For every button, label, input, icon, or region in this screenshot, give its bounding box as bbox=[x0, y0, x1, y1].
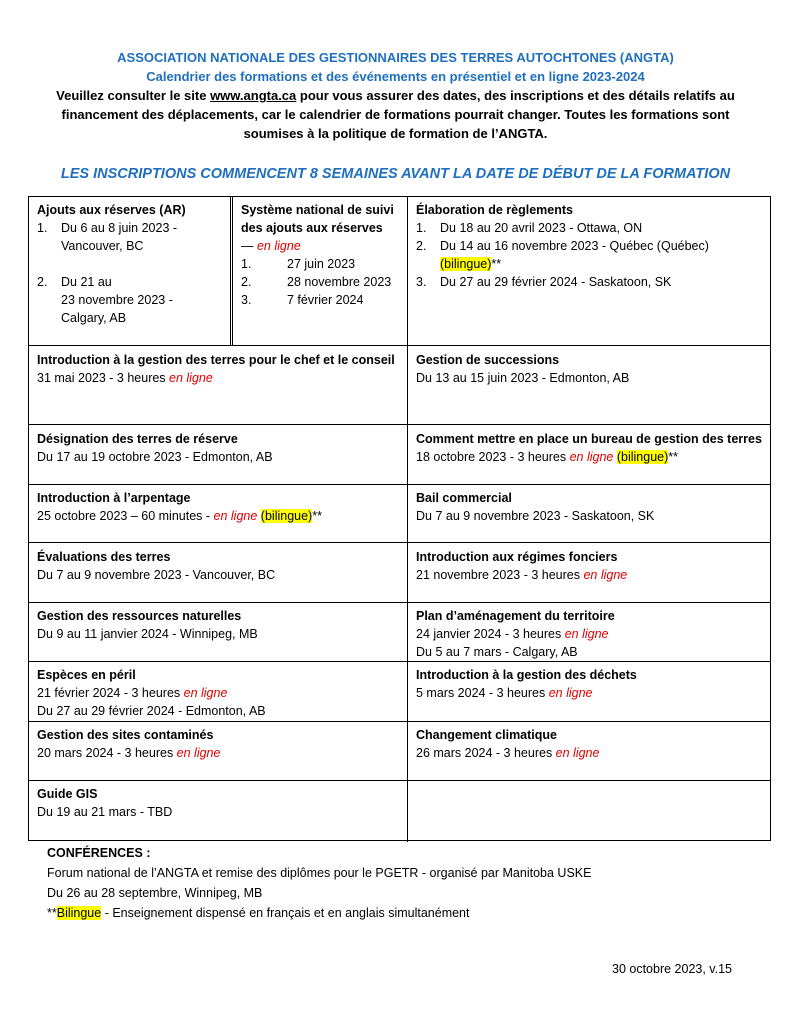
cell-bureau-gestion bbox=[408, 426, 770, 470]
cell-regimes-fonciers bbox=[408, 544, 770, 588]
website-link[interactable]: www.angta.ca bbox=[210, 88, 297, 103]
conference-line: Forum national de l’ANGTA et remise des diplômes pour le PGETR - organisé par Manitoba USKE bbox=[47, 866, 592, 880]
item-text: Du 14 au 16 novembre 2023 - Québec (Québec) bbox=[440, 239, 709, 253]
cell-detail: Du 19 au 21 mars - TBD bbox=[37, 805, 173, 819]
stars-mark: ** bbox=[47, 906, 57, 920]
item-text: Du 27 au 29 février 2024 - Saskatoon, SK bbox=[440, 275, 672, 289]
list-item bbox=[416, 273, 762, 291]
cell-title: Guide GIS bbox=[37, 787, 98, 801]
session-list bbox=[37, 219, 222, 327]
cell-detail: Du 17 au 19 octobre 2023 - Edmonton, AB bbox=[37, 450, 273, 464]
bilingual-tag: (bilingue) bbox=[260, 509, 313, 523]
detail-text: 5 mars 2024 - 3 heures bbox=[416, 686, 549, 700]
bilingual-note bbox=[47, 903, 591, 923]
dash: — bbox=[241, 239, 257, 253]
session-list bbox=[241, 255, 399, 309]
cell-title: Introduction à l’arpentage bbox=[37, 491, 191, 505]
online-tag: en ligne bbox=[183, 686, 228, 700]
cell-empty bbox=[408, 781, 770, 789]
bilingual-word: Bilingue bbox=[56, 906, 102, 920]
cell-sites-contamines bbox=[29, 722, 407, 766]
list-item bbox=[37, 273, 222, 327]
cell-title: Changement climatique bbox=[416, 728, 557, 742]
org-title: ASSOCIATION NATIONALE DES GESTIONNAIRES DES TERRES AUTOCHTONES (ANGTA) bbox=[117, 50, 674, 65]
cell-detail bbox=[37, 684, 399, 702]
row-divider bbox=[29, 345, 770, 346]
online-tag: en ligne bbox=[548, 686, 593, 700]
detail-text: 26 mars 2024 - 3 heures bbox=[416, 746, 556, 760]
detail-text: 21 novembre 2023 - 3 heures bbox=[416, 568, 584, 582]
detail-text: 25 octobre 2023 – 60 minutes - bbox=[37, 509, 214, 523]
cell-title: Introduction aux régimes fonciers bbox=[416, 550, 618, 564]
item-number: 2. bbox=[416, 239, 427, 253]
cell-title: Désignation des terres de réserve bbox=[37, 432, 238, 446]
online-tag: en ligne bbox=[176, 746, 221, 760]
title-line: Système national de suivi bbox=[241, 203, 394, 217]
online-tag: en ligne bbox=[564, 627, 609, 641]
cell-title: Introduction à la gestion des terres pour le chef et le conseil bbox=[37, 353, 395, 367]
cell-detail bbox=[416, 566, 762, 584]
detail-text: 24 janvier 2024 - 3 heures bbox=[416, 627, 565, 641]
cell-detail bbox=[37, 744, 399, 762]
cell-designation-terres bbox=[29, 426, 407, 470]
cell-changement-climatique bbox=[408, 722, 770, 766]
online-tag: en ligne bbox=[256, 239, 301, 253]
stars-mark: ** bbox=[312, 509, 322, 523]
cell-detail: Du 5 au 7 mars - Calgary, AB bbox=[416, 645, 578, 659]
session-list bbox=[416, 219, 762, 291]
cell-detail bbox=[416, 625, 762, 643]
detail-text: 31 mai 2023 - 3 heures bbox=[37, 371, 170, 385]
version-date: 30 octobre 2023, v.15 bbox=[612, 962, 732, 976]
list-item bbox=[241, 255, 399, 273]
cell-title: Évaluations des terres bbox=[37, 550, 171, 564]
online-label bbox=[241, 237, 399, 255]
title-line: des ajouts aux réserves bbox=[241, 221, 383, 235]
conferences-title: CONFÉRENCES : bbox=[47, 846, 151, 860]
stars-mark: ** bbox=[668, 450, 679, 464]
item-text: 27 juin 2023 bbox=[287, 257, 356, 271]
calendar-title: Calendrier des formations et des événements en présentiel et en ligne 2023-2024 bbox=[146, 69, 645, 84]
online-tag: en ligne bbox=[555, 746, 600, 760]
cell-detail bbox=[416, 744, 762, 762]
cell-ajouts-reserves bbox=[29, 197, 230, 331]
item-number: 3. bbox=[416, 275, 427, 289]
cell-title: Plan d’aménagement du territoire bbox=[416, 609, 615, 623]
cell-especes-peril bbox=[29, 662, 407, 724]
cell-detail bbox=[416, 684, 762, 702]
item-line: Du 6 au 8 juin 2023 - bbox=[61, 221, 178, 235]
cell-title: Espèces en péril bbox=[37, 668, 136, 682]
item-text: 7 février 2024 bbox=[287, 293, 364, 307]
note-text: - Enseignement dispensé en français et en anglais simultanément bbox=[101, 906, 470, 920]
cell-title: Élaboration de règlements bbox=[416, 203, 573, 217]
list-item bbox=[241, 291, 399, 309]
row-divider bbox=[29, 424, 770, 425]
list-spacer bbox=[37, 255, 222, 273]
cell-title: Bail commercial bbox=[416, 491, 512, 505]
cell-plan-amenagement bbox=[408, 603, 770, 665]
list-item bbox=[37, 219, 222, 255]
cell-gestion-dechets bbox=[408, 662, 770, 706]
cell-detail: Du 9 au 11 janvier 2024 - Winnipeg, MB bbox=[37, 627, 258, 641]
detail-text: 20 mars 2024 - 3 heures bbox=[37, 746, 177, 760]
item-number: 1. bbox=[37, 221, 48, 235]
list-item bbox=[416, 237, 762, 273]
item-number: 1. bbox=[241, 257, 252, 271]
item-line: 23 novembre 2023 - bbox=[61, 293, 173, 307]
registration-notice: LES INSCRIPTIONS COMMENCENT 8 SEMAINES AVANT LA DATE DE DÉBUT DE LA FORMATION bbox=[60, 166, 731, 182]
conferences-section bbox=[47, 843, 591, 923]
cell-title: Gestion de successions bbox=[416, 353, 560, 367]
stars-mark: ** bbox=[491, 257, 502, 271]
cell-title bbox=[241, 201, 399, 237]
cell-title: Ajouts aux réserves (AR) bbox=[37, 203, 186, 217]
cell-title: Gestion des sites contaminés bbox=[37, 728, 214, 742]
item-line: Calgary, AB bbox=[61, 311, 127, 325]
cell-detail: Du 7 au 9 novembre 2023 - Saskatoon, SK bbox=[416, 509, 655, 523]
item-number: 1. bbox=[416, 221, 427, 235]
item-text: 28 novembre 2023 bbox=[287, 275, 392, 289]
online-tag: en ligne bbox=[583, 568, 628, 582]
cell-guide-gis bbox=[29, 781, 407, 825]
cell-detail bbox=[416, 448, 762, 466]
item-number: 2. bbox=[241, 275, 252, 289]
item-number: 2. bbox=[37, 275, 48, 289]
item-line: Du 21 au bbox=[61, 275, 112, 289]
cell-elaboration-reglements bbox=[408, 197, 770, 295]
online-tag: en ligne bbox=[169, 371, 213, 385]
list-item bbox=[241, 273, 399, 291]
training-table bbox=[28, 196, 771, 841]
conference-line: Du 26 au 28 septembre, Winnipeg, MB bbox=[47, 886, 263, 900]
column-divider bbox=[230, 197, 231, 345]
cell-title: Introduction à la gestion des déchets bbox=[416, 668, 637, 682]
cell-title: Gestion des ressources naturelles bbox=[37, 609, 242, 623]
document-header bbox=[0, 48, 791, 143]
list-item bbox=[416, 219, 762, 237]
cell-title: Comment mettre en place un bureau de gestion des terres bbox=[416, 432, 762, 446]
notice-text-after: pour vous assurer des dates, des inscriptions et des détails relatifs au financement des déplacements, car le calendrier de formations pourrait changer. Toutes les formations sont soumises à la politique de formation de l’ANGTA. bbox=[61, 88, 735, 141]
detail-text: 21 février 2024 - 3 heures bbox=[37, 686, 184, 700]
bilingual-tag: (bilingue) bbox=[440, 257, 492, 271]
cell-systeme-suivi bbox=[233, 197, 407, 313]
cell-detail: Du 13 au 15 juin 2023 - Edmonton, AB bbox=[416, 371, 630, 385]
cell-ressources-naturelles bbox=[29, 603, 407, 647]
cell-evaluations-terres bbox=[29, 544, 407, 588]
cell-gestion-successions bbox=[408, 347, 770, 391]
online-tag: en ligne bbox=[569, 450, 614, 464]
cell-bail-commercial bbox=[408, 485, 770, 529]
item-line: Vancouver, BC bbox=[61, 239, 144, 253]
cell-detail: Du 27 au 29 février 2024 - Edmonton, AB bbox=[37, 704, 266, 718]
item-text: Du 18 au 20 avril 2023 - Ottawa, ON bbox=[440, 221, 643, 235]
cell-detail bbox=[37, 507, 399, 525]
detail-text: 18 octobre 2023 - 3 heures bbox=[416, 450, 570, 464]
online-tag: en ligne bbox=[213, 509, 258, 523]
notice-paragraph bbox=[36, 86, 756, 143]
item-number: 3. bbox=[241, 293, 252, 307]
bilingual-tag: (bilingue) bbox=[616, 450, 669, 464]
notice-text-before: Veuillez consulter le site bbox=[56, 88, 211, 103]
cell-detail: Du 7 au 9 novembre 2023 - Vancouver, BC bbox=[37, 568, 276, 582]
row-divider bbox=[29, 542, 770, 543]
cell-detail bbox=[37, 369, 399, 387]
cell-intro-chef-conseil bbox=[29, 347, 407, 391]
cell-intro-arpentage bbox=[29, 485, 407, 529]
